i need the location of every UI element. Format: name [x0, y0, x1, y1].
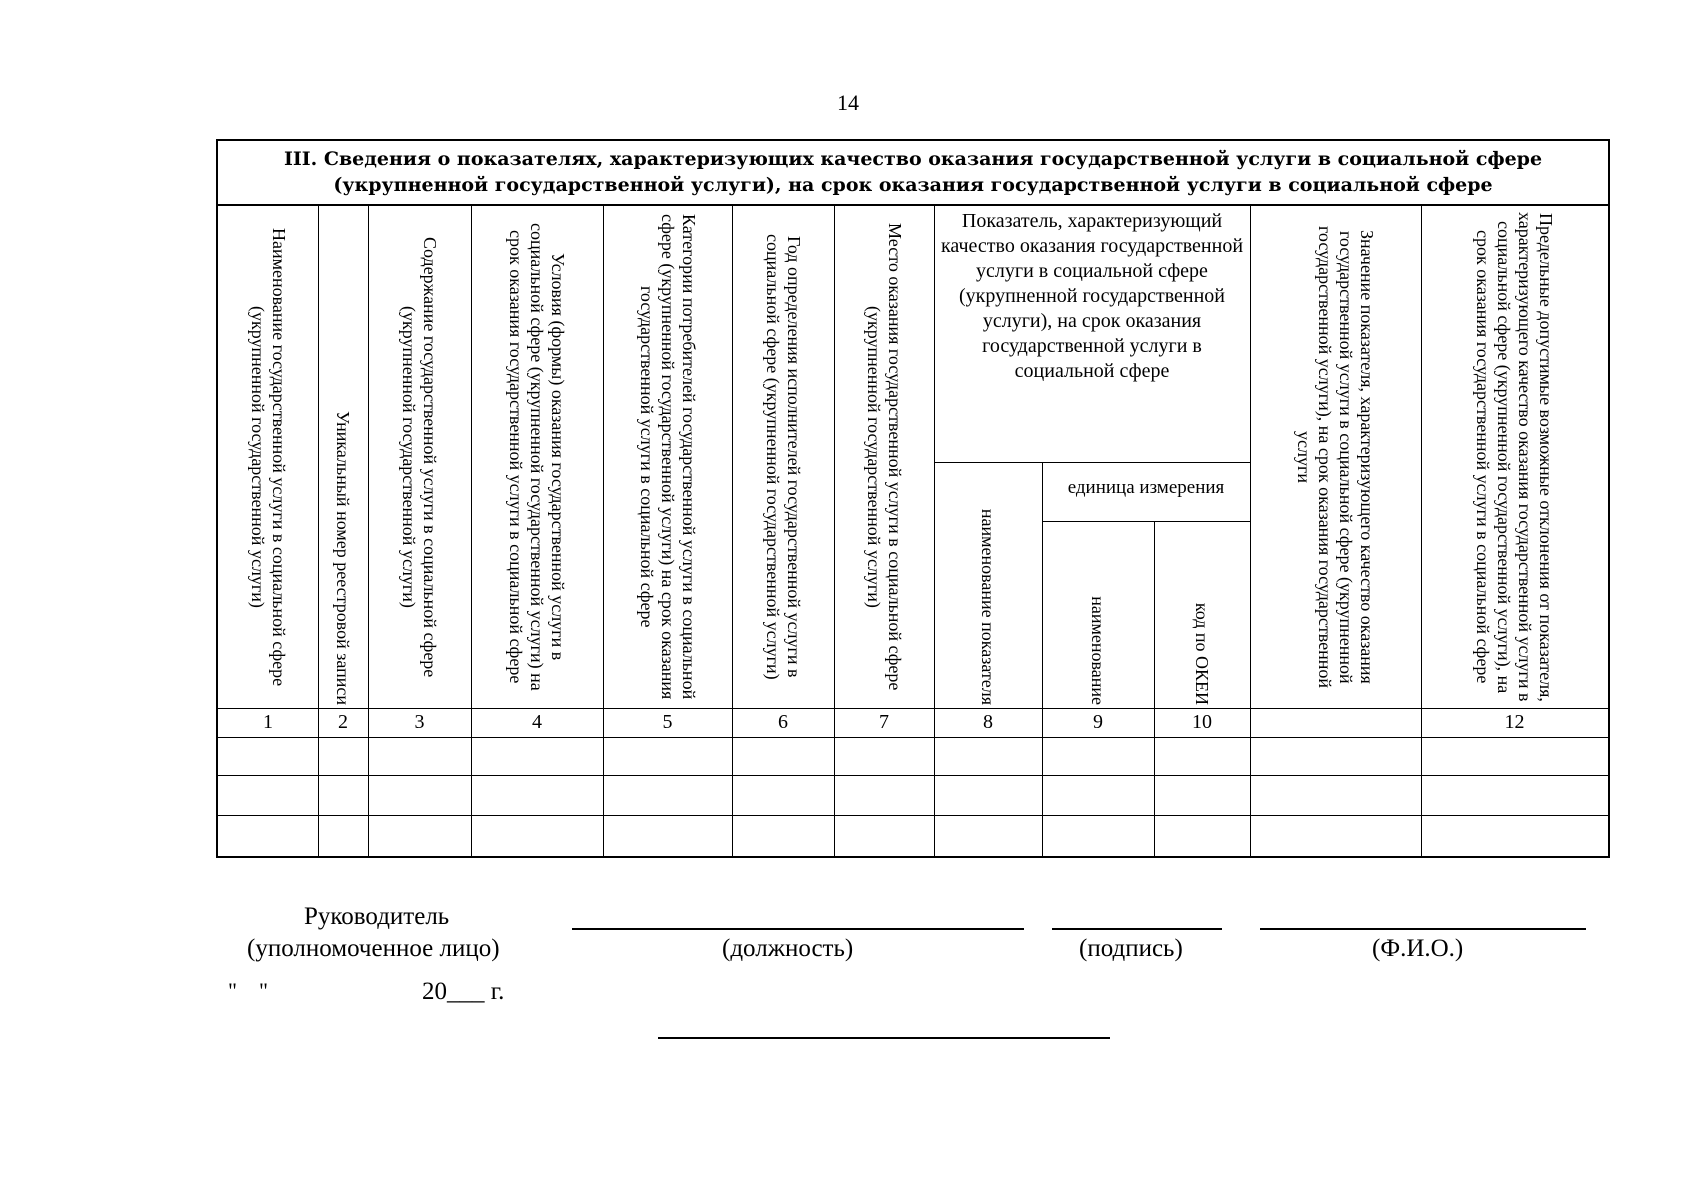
- col-number: 12: [1504, 711, 1525, 733]
- table-title: [218, 141, 1608, 206]
- col-number: 1: [263, 711, 273, 733]
- col-header-registry-number: Уникальный номер реестровой записи: [333, 410, 354, 705]
- col-header-place: Место оказания государственной услуги в социальной сфере (укрупненной государственной услуги): [864, 223, 905, 691]
- col-header-service-content: Содержание государственной услуги в социальной сфере (укрупненной государственной услуги): [399, 236, 441, 678]
- col-header-service-name: Наименование государственной услуги в социальной сфере (укрупненной государственной услуги): [248, 227, 289, 687]
- date-year: 20___ г.: [422, 978, 505, 1005]
- signature-line: [1052, 928, 1222, 930]
- col-number: 9: [1093, 711, 1103, 733]
- col-header-year: Год определения исполнителей государственной услуги в социальной сфере (укрупненной государственной услуги): [763, 234, 804, 680]
- col-number: 4: [532, 711, 542, 733]
- table-title-line2: (укрупненной государственной услуги), на срок оказания государственной услуги в социальной сфере: [333, 174, 1493, 196]
- col-header-indicator-name: наименование показателя: [978, 508, 999, 705]
- col-number: 2: [338, 711, 348, 733]
- extra-line: [658, 1037, 1110, 1039]
- row-divider: [218, 815, 1610, 816]
- page-number: 14: [837, 90, 859, 115]
- position-label: (должность): [722, 935, 854, 962]
- indicators-table: [216, 139, 1610, 858]
- col-header-indicator-value: Значение показателя, характеризующего качество оказания государственной услуги в социальной сфере (укрупненной государственной услуги), на срок оказания государственной услуги: [1294, 225, 1378, 688]
- row-divider: [934, 462, 1250, 463]
- row-divider: [218, 775, 1610, 776]
- position-line: [572, 928, 1024, 930]
- col-header-okei-code: код по ОКЕИ: [1192, 602, 1213, 705]
- signature-label: (подпись): [1079, 935, 1183, 962]
- col-header-conditions: Условия (формы) оказания государственной услуги в социальной сфере (укрупненной государственной услуги) на срок оказания государственной услуги в социальной сфере: [506, 223, 569, 691]
- row-divider: [218, 737, 1610, 738]
- name-label: (Ф.И.О.): [1372, 935, 1464, 962]
- row-divider: [1042, 521, 1250, 522]
- signature-role-line2: (уполномоченное лицо): [247, 935, 500, 962]
- date-quotes: " ": [228, 978, 268, 1003]
- col-number: 3: [414, 711, 425, 733]
- col-number: 10: [1192, 711, 1212, 733]
- col-header-consumer-categories: Категории потребителей государственной услуги в социальной сфере (укрупненной государственной услуги) на срок оказания государственной услуги в социальной сфере: [637, 214, 699, 700]
- col-header-unit-group: единица измерения: [1067, 477, 1225, 498]
- signature-role-line1: Руководитель: [304, 903, 450, 930]
- name-line: [1260, 928, 1586, 930]
- col-header-deviations: Предельные допустимые возможные отклонения от показателя, характеризующего качество оказания государственной услуги в социальной сфере (укрупненной государственной услуги), на срок оказания государственной услуги в социальной сфере: [1473, 212, 1557, 702]
- col-number: 6: [778, 711, 788, 733]
- col-number: 8: [983, 711, 993, 733]
- col-header-unit-name: наименование: [1088, 596, 1109, 705]
- table-title-line1: III. Сведения о показателях, характеризующих качество оказания государственной услуги в социальной сфере: [283, 148, 1543, 170]
- col-header-indicator-group: Показатель, характеризующий качество оказания государственной услуги в социальной сфере (укрупненной государственной услуги), на срок оказания государственной услуги в социальной сфере: [940, 210, 1244, 382]
- col-number: 5: [662, 711, 673, 733]
- col-number: 7: [879, 711, 889, 733]
